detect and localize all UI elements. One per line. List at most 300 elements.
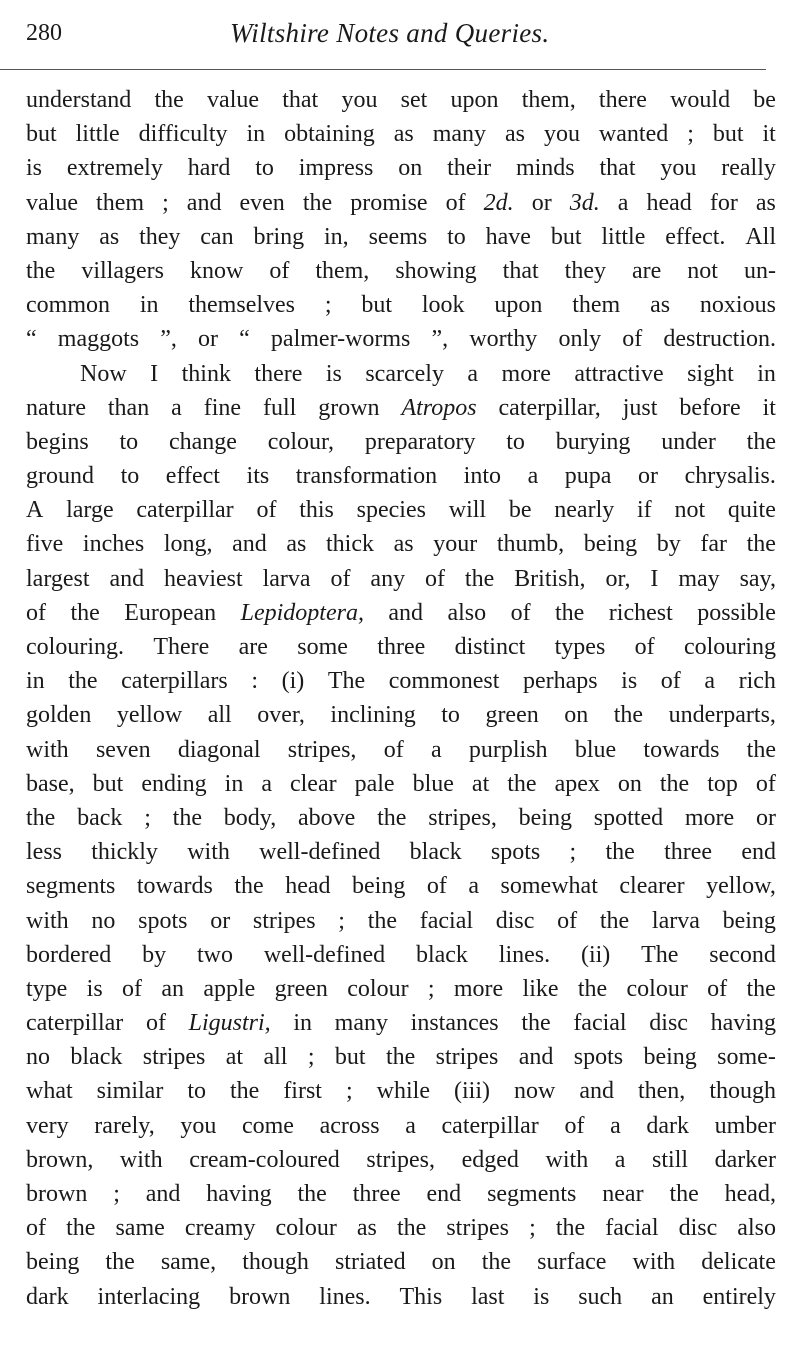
word: ;: [113, 1181, 120, 1207]
word: may: [678, 565, 720, 592]
word: set: [400, 87, 428, 113]
word: before: [679, 394, 741, 421]
word: rarely,: [94, 1112, 155, 1139]
word: “: [26, 326, 37, 353]
word: at: [225, 1044, 244, 1071]
word: (ii): [580, 941, 611, 968]
word: and: [145, 1181, 181, 1207]
word: the: [154, 87, 184, 113]
text-line: [26, 1245, 776, 1279]
word: many: [334, 1010, 388, 1037]
word: entirely: [702, 1283, 776, 1310]
word: of: [269, 257, 290, 284]
word: large: [66, 497, 114, 524]
word: bordered: [26, 941, 112, 968]
word: darker: [714, 1146, 776, 1173]
text-line: [26, 664, 776, 698]
word: umber: [714, 1112, 776, 1139]
word: the: [105, 1249, 135, 1276]
word: thumb,: [496, 531, 565, 558]
word: apple: [203, 975, 256, 1002]
word: showing: [395, 257, 477, 284]
word: upon: [450, 87, 499, 113]
text-line: [26, 1006, 776, 1040]
text-line: [26, 904, 776, 938]
word: the: [172, 804, 202, 831]
word: less: [26, 839, 62, 866]
word: are: [631, 257, 662, 284]
word: in,: [324, 223, 349, 250]
word: that: [599, 155, 636, 182]
word: the: [746, 531, 776, 558]
word: base,: [26, 770, 75, 797]
word: a: [614, 1146, 626, 1173]
word: scarcely: [365, 360, 444, 387]
word: begins: [26, 428, 89, 455]
word: All: [745, 223, 776, 250]
word: as: [286, 531, 307, 558]
word: the: [464, 565, 495, 592]
word: can: [200, 223, 234, 250]
word: being: [643, 1044, 697, 1071]
word: top: [707, 770, 738, 797]
word: ;: [307, 1044, 315, 1071]
word: you: [341, 87, 378, 113]
word: same: [115, 1215, 165, 1242]
word: and: [518, 1044, 554, 1071]
text-line: [26, 117, 776, 151]
word: at: [471, 770, 490, 797]
word: last: [471, 1283, 505, 1310]
word: still: [652, 1146, 689, 1173]
word: is: [533, 1283, 550, 1310]
word: common: [26, 292, 110, 319]
word: brown: [229, 1283, 291, 1310]
word: stripes,: [366, 1146, 436, 1173]
word: the: [613, 702, 644, 729]
word: thick: [326, 531, 374, 558]
word: while: [376, 1078, 430, 1105]
word: though: [242, 1249, 309, 1276]
word: bring: [253, 223, 305, 250]
word: richest: [608, 599, 673, 626]
word: the: [66, 1215, 96, 1242]
word: ;: [338, 907, 345, 934]
word: a: [171, 394, 182, 421]
word: themselves: [188, 292, 295, 319]
word: surface: [537, 1249, 607, 1276]
word: of: [564, 1112, 585, 1139]
word: or,: [605, 565, 631, 592]
word: effect.: [665, 223, 726, 250]
word: value: [207, 87, 260, 113]
text-line: [26, 869, 776, 903]
word: having: [710, 1010, 776, 1037]
word: all: [263, 1044, 288, 1071]
word: is: [26, 155, 43, 182]
word: the: [234, 873, 264, 900]
word: type: [26, 975, 68, 1002]
word: types: [554, 634, 606, 660]
word: to: [441, 702, 460, 729]
word: sight: [687, 360, 734, 387]
word: know: [189, 257, 244, 284]
word: of: [660, 668, 681, 695]
word: them: [96, 189, 145, 216]
word: ;: [144, 804, 151, 831]
text-line: [26, 186, 776, 220]
word: of: [557, 907, 578, 934]
word: There: [153, 634, 210, 660]
word: stripes,: [287, 736, 357, 763]
word: as: [650, 292, 671, 319]
word: British,: [514, 565, 586, 592]
word: in: [293, 1010, 312, 1037]
word: effect: [165, 463, 220, 490]
text-line: [26, 801, 776, 835]
word: not: [674, 497, 706, 524]
word: or: [638, 463, 658, 490]
word: colouring: [683, 634, 776, 660]
word: only: [558, 326, 602, 353]
word: diagonal: [177, 736, 261, 763]
word: the: [555, 1215, 586, 1242]
word: transformation: [295, 463, 438, 490]
word: disc: [649, 1010, 688, 1037]
word: under: [661, 428, 716, 455]
word: nearly: [554, 497, 615, 524]
text-line: [26, 527, 776, 561]
word: facial: [573, 1010, 627, 1037]
word: the: [229, 1078, 260, 1105]
word: spots: [573, 1044, 624, 1071]
word: with: [26, 736, 69, 763]
word: somewhat: [500, 873, 598, 900]
word: the: [746, 428, 776, 455]
word: ;: [324, 292, 332, 319]
text-line: [26, 698, 776, 732]
word: burying: [555, 428, 631, 455]
text-line: [26, 733, 776, 767]
word: blue: [574, 736, 617, 763]
word: villagers: [81, 257, 164, 284]
word: this: [299, 497, 334, 524]
word: of: [26, 1215, 46, 1242]
word: pupa: [564, 463, 612, 490]
word: creamy: [184, 1215, 256, 1242]
word: with: [545, 1146, 589, 1173]
word: of: [425, 565, 445, 592]
word: really: [721, 155, 776, 182]
word: but: [361, 292, 393, 319]
word: colour: [347, 975, 409, 1002]
word: A: [26, 497, 44, 524]
italic-word: Atropos: [401, 394, 477, 421]
word: the: [521, 1010, 551, 1037]
text-line: [26, 1040, 776, 1074]
word: the: [26, 804, 56, 831]
word: instances: [410, 1010, 499, 1037]
word: but: [550, 223, 582, 250]
running-title: Wiltshire Notes and Queries.: [230, 18, 550, 48]
word: colour: [626, 975, 688, 1002]
text-line: [26, 391, 776, 425]
word: also: [737, 1215, 776, 1242]
word: or: [755, 804, 776, 831]
word: difficulty: [138, 121, 228, 148]
word: the: [26, 257, 56, 284]
word: black: [409, 839, 462, 866]
word: its: [246, 463, 270, 490]
word: the: [669, 1181, 699, 1207]
word: cream-coloured: [189, 1146, 340, 1173]
italic-word: Lepidoptera,: [240, 599, 364, 626]
word: underparts,: [668, 702, 776, 729]
word: lines.: [319, 1283, 371, 1310]
word: clear: [289, 770, 337, 797]
word: brown: [26, 1181, 88, 1207]
word: full: [262, 394, 297, 421]
word: change: [168, 428, 237, 455]
text-line: [26, 767, 776, 801]
word: of: [145, 1010, 166, 1037]
text-line: [26, 972, 776, 1006]
word: but: [26, 121, 57, 148]
word: a: [527, 463, 539, 490]
word: understand: [26, 87, 132, 113]
word: as: [504, 121, 525, 148]
word: would: [670, 87, 731, 113]
text-line: [26, 83, 776, 117]
page-number: 280: [26, 20, 62, 46]
word: ;: [529, 1215, 536, 1242]
word: and: [579, 1078, 614, 1105]
text-line: [26, 1177, 776, 1211]
word: head,: [724, 1181, 776, 1207]
word: a: [261, 770, 272, 797]
text-line: [26, 425, 776, 459]
word: in: [26, 668, 45, 695]
text-line: [26, 1074, 776, 1108]
word: is: [621, 668, 638, 695]
word: obtaining: [284, 121, 375, 148]
text-line: [26, 938, 776, 972]
word: back: [77, 804, 123, 831]
word: I: [650, 565, 659, 592]
text-line: [26, 562, 776, 596]
word: all: [207, 702, 232, 729]
word: green: [274, 975, 328, 1002]
text-line: [26, 1143, 776, 1177]
text-line: [26, 254, 776, 288]
word: come: [241, 1112, 294, 1139]
word: ;: [427, 975, 435, 1002]
word: in: [224, 770, 244, 797]
word: five: [26, 531, 64, 558]
word: a: [610, 1112, 621, 1139]
word: the: [297, 1181, 327, 1207]
word: more: [501, 360, 551, 387]
word: but: [334, 1044, 366, 1071]
word: European: [124, 599, 217, 626]
word: destruction.: [663, 326, 776, 353]
word: promise: [350, 189, 428, 216]
word: apex: [554, 770, 600, 797]
word: well-defined: [259, 839, 381, 866]
word: you: [543, 121, 580, 148]
word: also: [447, 599, 487, 626]
word: seems: [368, 223, 428, 250]
word: with: [119, 1146, 163, 1173]
word: not: [687, 257, 718, 284]
word: to: [506, 428, 525, 455]
word: on: [564, 702, 589, 729]
word: noxious: [699, 292, 776, 319]
word: a: [467, 360, 479, 387]
word: head: [646, 189, 692, 216]
word: the: [507, 770, 537, 797]
word: brown,: [26, 1146, 94, 1173]
word: seven: [95, 736, 151, 763]
word: ending: [141, 770, 207, 797]
word: (i): [281, 668, 305, 695]
word: of: [26, 599, 46, 626]
word: being: [26, 1249, 80, 1276]
word: I: [150, 360, 159, 387]
word: what: [26, 1078, 73, 1105]
word: no: [91, 907, 116, 934]
word: the: [385, 1044, 416, 1071]
word: ;: [687, 121, 694, 148]
word: now: [513, 1078, 556, 1105]
word: stripes: [142, 1044, 206, 1071]
word: the: [577, 975, 608, 1002]
word: they: [564, 257, 606, 284]
word: though: [709, 1078, 776, 1105]
word: are: [238, 634, 268, 660]
word: first: [283, 1078, 322, 1105]
text-line: [26, 220, 776, 254]
text-line: [26, 835, 776, 869]
word: edged: [461, 1146, 519, 1173]
word: in: [246, 121, 266, 148]
word: above: [298, 804, 356, 831]
word: second: [709, 941, 776, 968]
word: the: [555, 599, 585, 626]
word: the: [367, 907, 398, 934]
word: caterpillar,: [498, 394, 601, 421]
word: far: [700, 531, 727, 558]
word: even: [239, 189, 285, 216]
word: nature: [26, 394, 86, 421]
word: by: [142, 941, 167, 968]
word: if: [637, 497, 652, 524]
word: your: [433, 531, 478, 558]
word: it: [762, 394, 776, 421]
word: a: [430, 736, 442, 763]
word: lines.: [498, 941, 551, 968]
text-line: [26, 596, 776, 630]
word: little: [75, 121, 120, 148]
word: you: [180, 1112, 217, 1139]
word: spotted: [593, 804, 664, 831]
word: such: [578, 1283, 623, 1310]
word: of: [445, 189, 466, 216]
word: distinct: [454, 634, 526, 660]
word: as: [393, 121, 414, 148]
word: with: [187, 839, 230, 866]
word: than: [107, 394, 150, 421]
word: like: [522, 975, 559, 1002]
word: over,: [257, 702, 305, 729]
word: there: [598, 87, 647, 113]
text-line: [26, 1109, 776, 1143]
word: purplish: [468, 736, 548, 763]
word: commonest: [388, 668, 500, 695]
word: the: [377, 804, 407, 831]
word: to: [119, 428, 139, 455]
word: stripes: [446, 1215, 510, 1242]
word: the: [302, 189, 333, 216]
word: yellow,: [706, 873, 776, 900]
word: the: [70, 599, 100, 626]
word: of: [383, 736, 404, 763]
word: the: [481, 1249, 512, 1276]
word: think: [181, 360, 231, 387]
word: stripes: [435, 1044, 499, 1071]
word: the: [659, 770, 690, 797]
text-line: [26, 630, 776, 664]
word: three: [352, 1181, 401, 1207]
word: maggots: [57, 326, 140, 353]
word: wanted: [598, 121, 669, 148]
word: larva: [651, 907, 700, 934]
word: have: [485, 223, 531, 250]
word: being: [352, 873, 406, 900]
word: This: [399, 1283, 443, 1310]
word: an: [651, 1283, 674, 1310]
word: stripes: [252, 907, 316, 934]
word: hard: [187, 155, 231, 182]
word: impress: [298, 155, 374, 182]
word: their: [447, 155, 492, 182]
word: colour,: [267, 428, 335, 455]
word: quite: [727, 497, 776, 524]
word: disc: [495, 907, 535, 934]
word: in: [139, 292, 159, 319]
word: be: [753, 87, 776, 113]
word: facial: [419, 907, 474, 934]
word: of: [330, 565, 351, 592]
text-line: [26, 1211, 776, 1245]
word: striated: [334, 1249, 406, 1276]
word: “: [239, 326, 250, 353]
word: be: [508, 497, 532, 524]
word: say,: [739, 565, 776, 592]
word: of: [510, 599, 531, 626]
word: segments: [26, 873, 116, 900]
word: or: [531, 189, 552, 216]
word: The: [641, 941, 679, 968]
word: interlacing: [97, 1283, 201, 1310]
word: the: [599, 907, 630, 934]
word: fine: [203, 394, 242, 421]
word: any: [370, 565, 406, 592]
word: :: [251, 668, 259, 695]
word: perhaps: [522, 668, 598, 695]
word: un-: [743, 257, 776, 284]
word: on: [617, 770, 642, 797]
